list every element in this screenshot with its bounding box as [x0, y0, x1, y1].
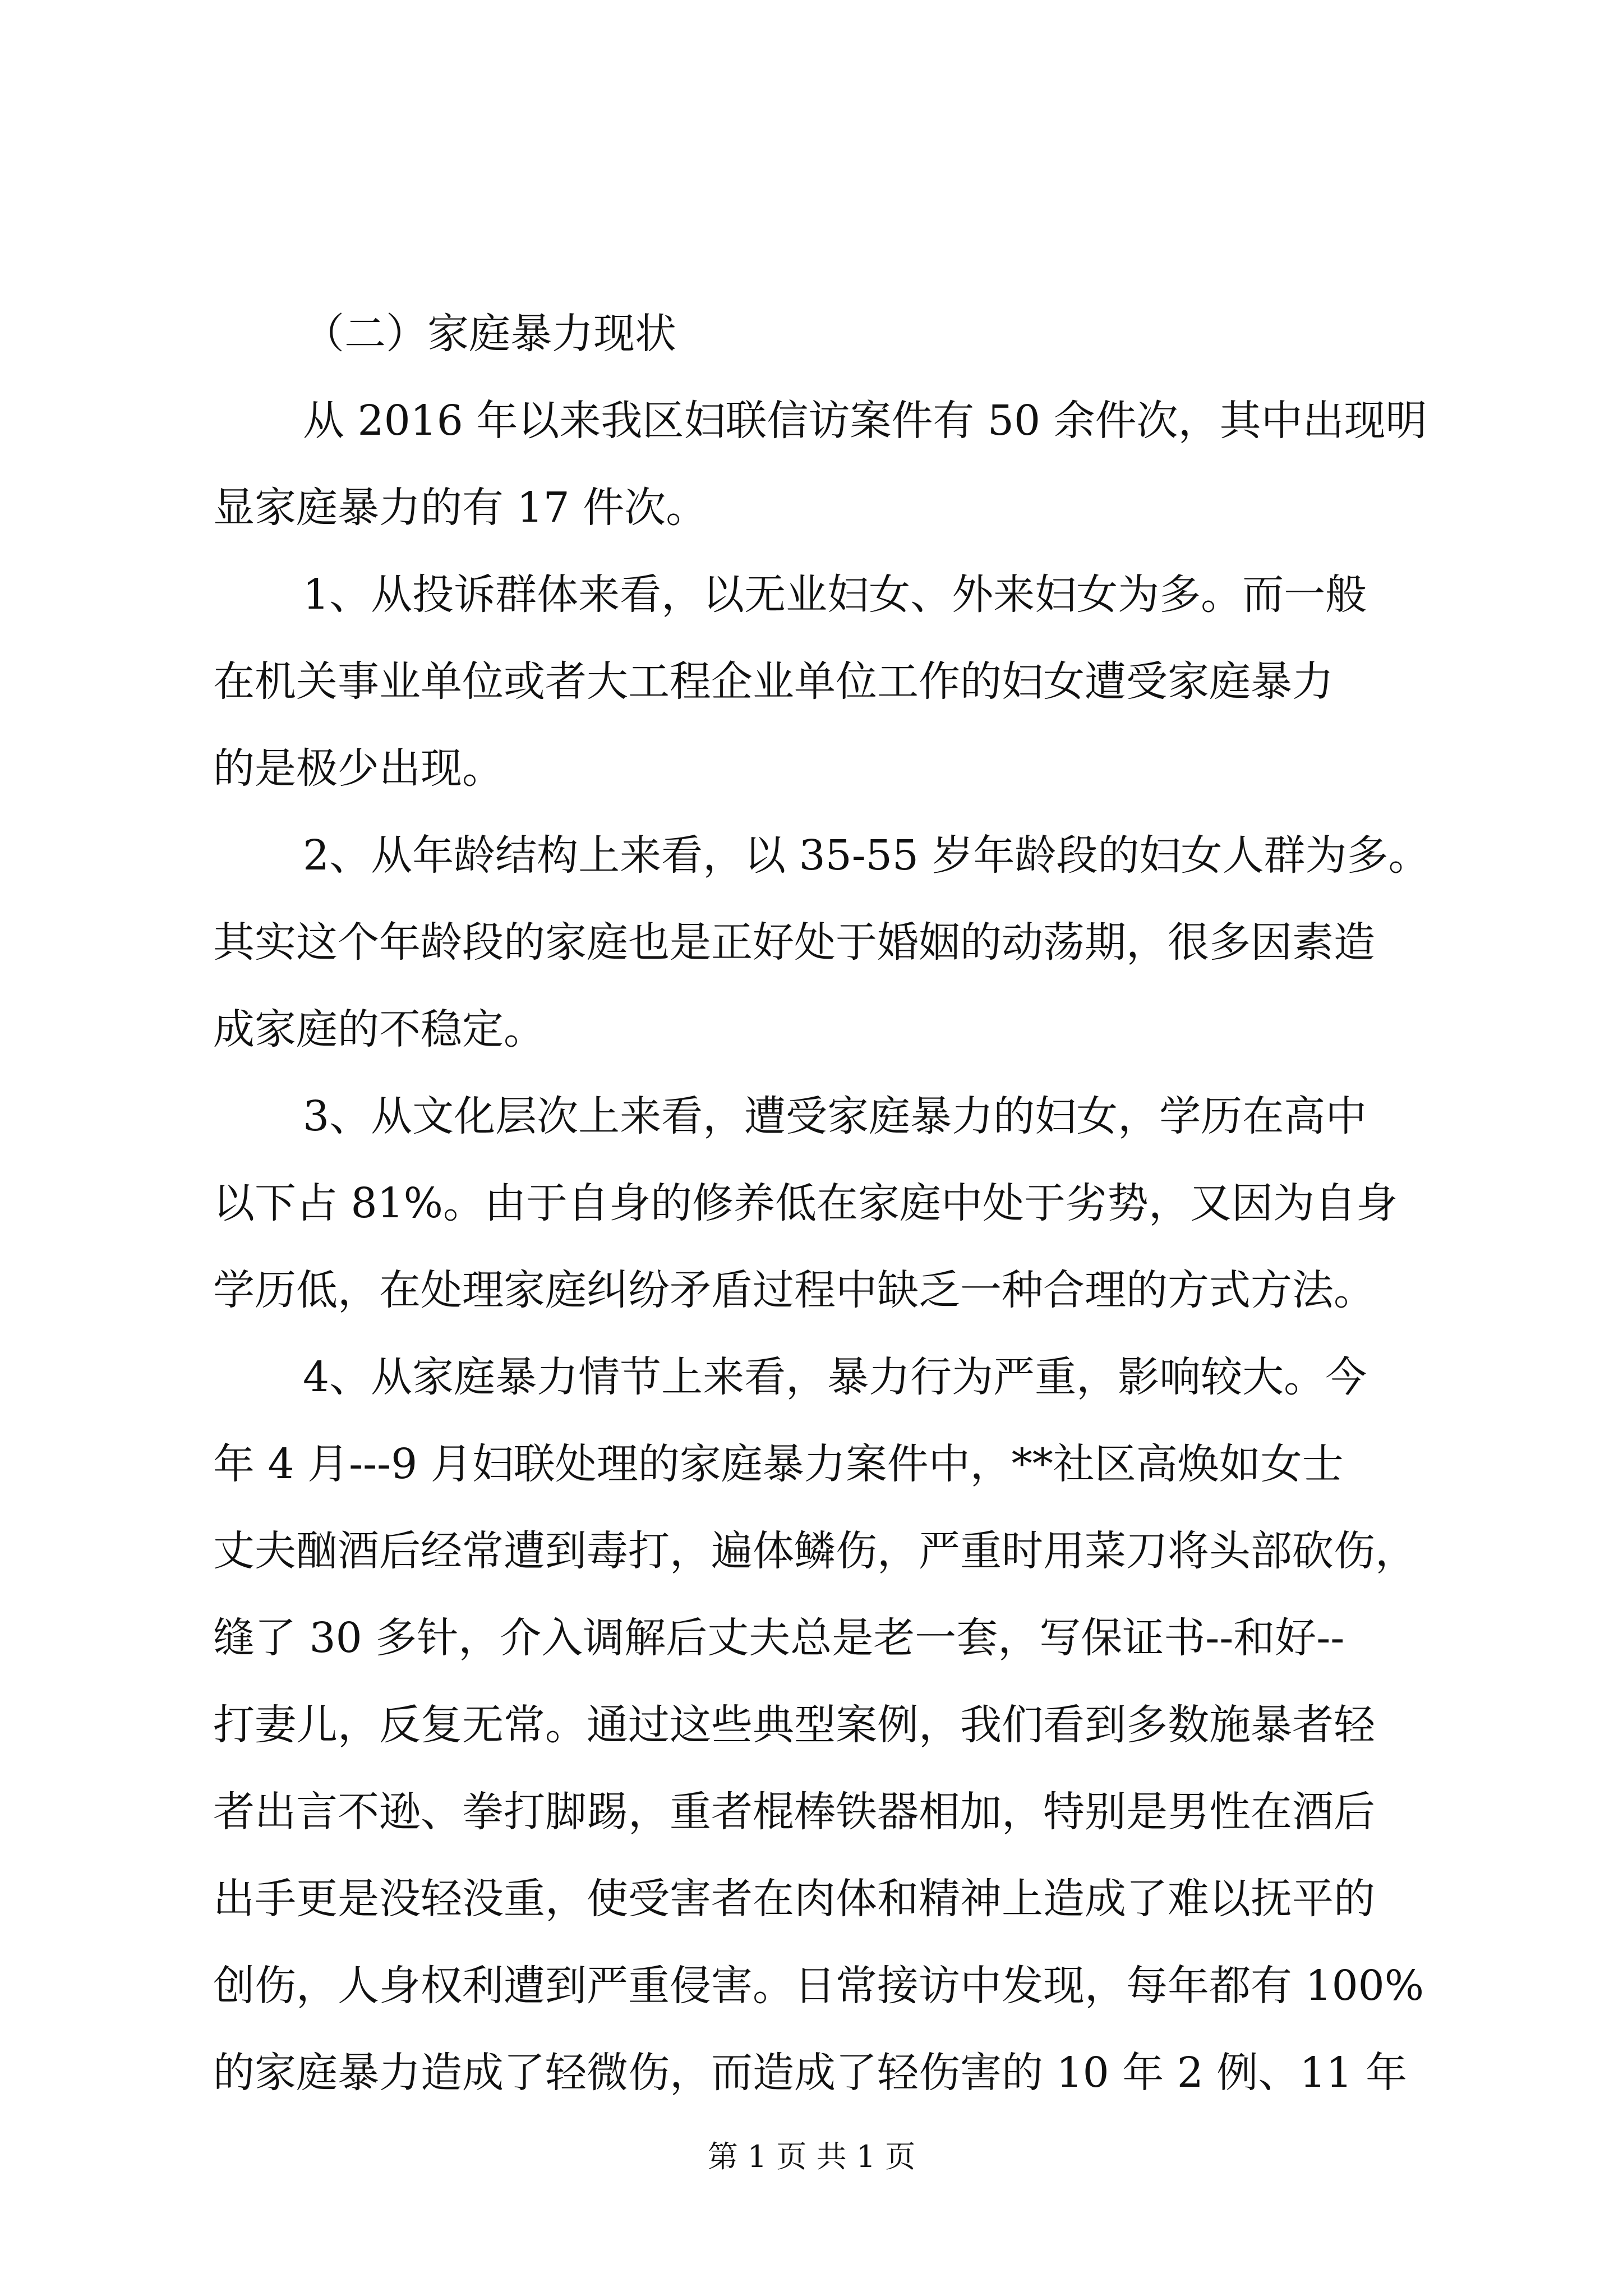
paragraph-1-line-1: 从 2016 年以来我区妇联信访案件有 50 余件次，其中出现明	[303, 397, 1427, 445]
paragraph-4-line-3: 学历低，在处理家庭纠纷矛盾过程中缺乏一种合理的方式方法。	[213, 1266, 1375, 1314]
paragraph-5-line-8: 创伤，人身权利遭到严重侵害。日常接访中发现，每年都有 100%	[213, 1962, 1424, 2010]
paragraph-2-line-2: 在机关事业单位或者大工程企业单位工作的妇女遭受家庭暴力	[213, 657, 1334, 706]
paragraph-4-line-1: 3、从文化层次上来看，遭受家庭暴力的妇女，学历在高中	[303, 1092, 1367, 1140]
paragraph-1-line-2: 显家庭暴力的有 17 件次。	[213, 484, 708, 532]
paragraph-5-line-7: 出手更是没轻没重，使受害者在肉体和精神上造成了难以抚平的	[213, 1875, 1375, 1923]
page-number-footer: 第 1 页 共 1 页	[707, 2139, 916, 2174]
paragraph-5-line-5: 打妻儿，反复无常。通过这些典型案例，我们看到多数施暴者轻	[213, 1701, 1375, 1749]
paragraph-2-line-3: 的是极少出现。	[213, 744, 504, 793]
paragraph-3-line-1: 2、从年龄结构上来看，以 35-55 岁年龄段的妇女人群为多。	[303, 831, 1430, 880]
section-heading: （二）家庭暴力现状	[303, 310, 676, 358]
paragraph-5-line-9: 的家庭暴力造成了轻微伤，而造成了轻伤害的 10 年 2 例、11 年	[213, 2049, 1408, 2097]
paragraph-5-line-4: 缝了 30 多针，介入调解后丈夫总是老一套，写保证书--和好--	[213, 1614, 1345, 1662]
paragraph-2-line-1: 1、从投诉群体来看，以无业妇女、外来妇女为多。而一般	[303, 570, 1367, 619]
paragraph-5-line-3: 丈夫酗酒后经常遭到毒打，遍体鳞伤，严重时用菜刀将头部砍伤，	[213, 1527, 1417, 1575]
paragraph-5-line-2: 年 4 月---9 月妇联处理的家庭暴力案件中，**社区高焕如女士	[213, 1440, 1344, 1488]
paragraph-3-line-2: 其实这个年龄段的家庭也是正好处于婚姻的动荡期，很多因素造	[213, 918, 1375, 967]
paragraph-4-line-2: 以下占 81%。由于自身的修养低在家庭中处于劣势，又因为自身	[213, 1179, 1398, 1227]
paragraph-5-line-6: 者出言不逊、拳打脚踢，重者棍棒铁器相加，特别是男性在酒后	[213, 1788, 1375, 1836]
paragraph-3-line-3: 成家庭的不稳定。	[213, 1005, 545, 1053]
paragraph-5-line-1: 4、从家庭暴力情节上来看，暴力行为严重，影响较大。今	[303, 1353, 1367, 1401]
